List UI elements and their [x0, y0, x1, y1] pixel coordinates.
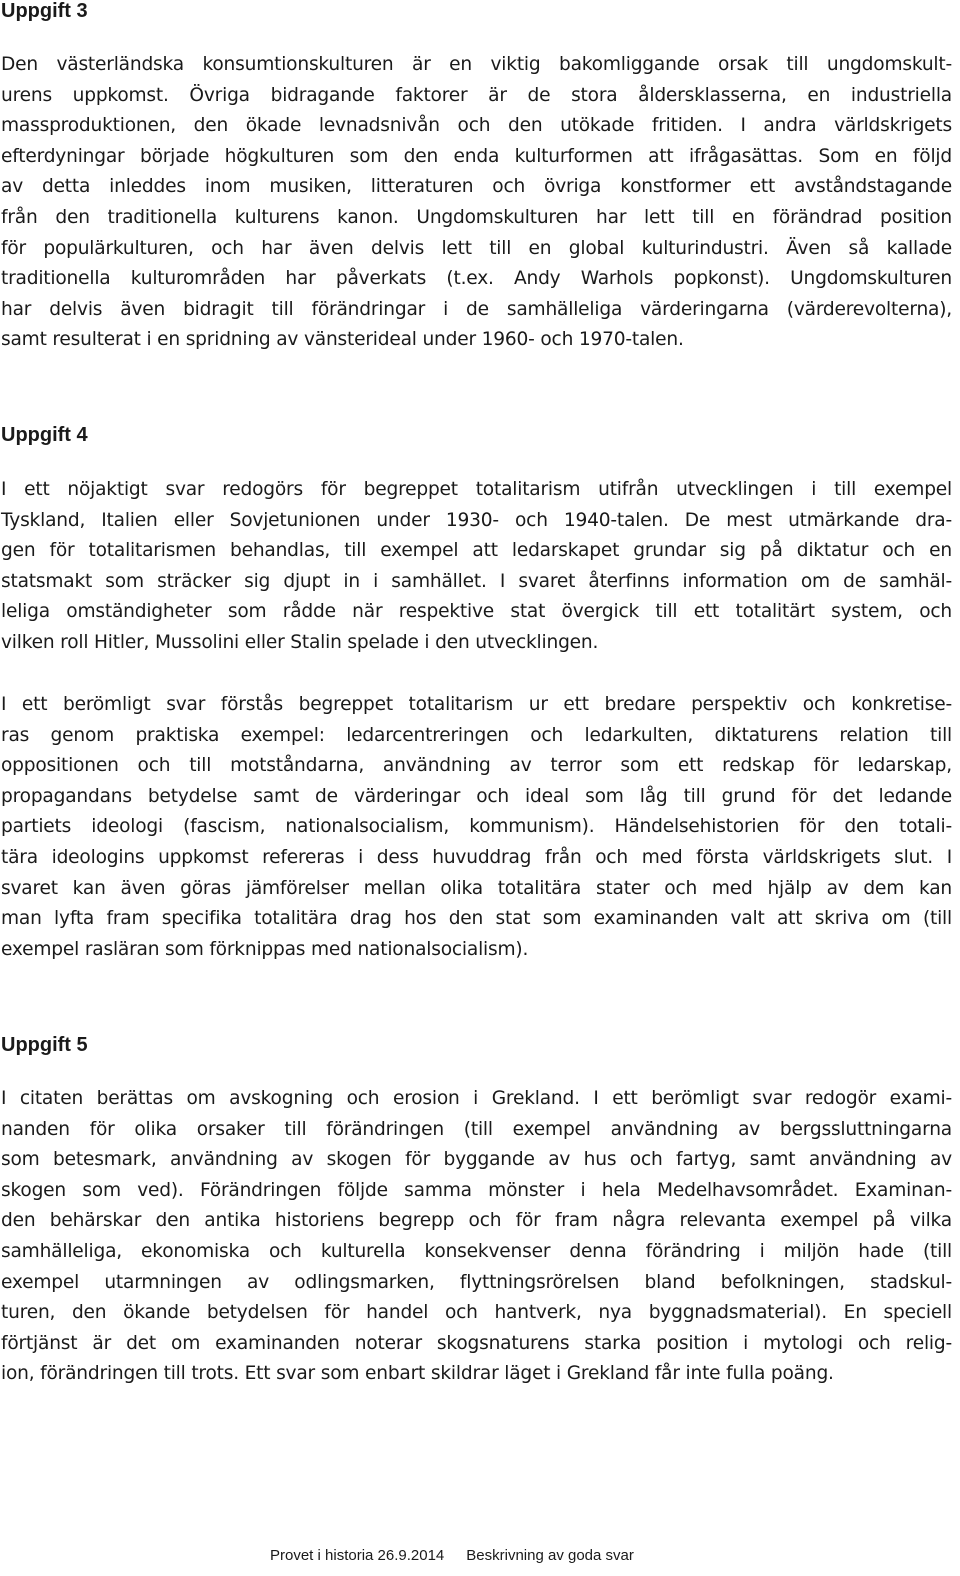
text-line: Tyskland, Italien eller Sovjetunionen under 1930- och 1940-talen. De mest utmärkande dra-: [1, 509, 952, 531]
page-footer: [270, 1546, 634, 1566]
text-line: leliga omständigheter som rådde när respektive stat övergick till ett totalitärt system, och: [1, 601, 952, 623]
text-line: ion, förändringen till trots. Ett svar som enbart skildrar läget i Grekland får inte fulla poäng.: [1, 1363, 834, 1385]
text-line: skogen som ved). Förändringen följde samma mönster i hela Medelhavsområdet. Examinan-: [1, 1179, 952, 1201]
text-line: exempel rasläran som förknippas med nationalsocialism).: [1, 938, 529, 960]
text-line: förtjänst är det om examinanden noterar skogsnaturens starka position i mytologi och relig-: [1, 1332, 952, 1354]
text-line: traditionella kulturområden har påverkats (t.ex. Andy Warhols popkonst). Ungdomskulturen: [1, 268, 952, 290]
text-line: oppositionen och till motståndarna, användning av terror som ett redskap för ledarskap,: [1, 755, 952, 777]
text-line: exempel utarmningen av odlingsmarken, flyttningsrörelsen bland befolkningen, stadskul-: [1, 1271, 952, 1293]
section-heading-uppgift-5: Uppgift 5: [1, 1034, 88, 1056]
text-line: I ett berömligt svar förstås begreppet totalitarism ur ett bredare perspektiv och konkretise-: [1, 694, 952, 715]
text-line: I ett nöjaktigt svar redogörs för begreppet totalitarism utifrån utvecklingen i till exempel: [1, 479, 952, 500]
footer-document-title: Beskrivning av goda svar: [466, 1547, 634, 1564]
text-line: Den västerländska konsumtionskulturen är en viktig bakomliggande orsak till ungdomskult-: [1, 54, 952, 75]
text-line: svaret kan även göras jämförelser mellan olika totalitära stater och med hjälp av dem kan: [1, 877, 952, 899]
paragraph-uppgift-4-excellent: [1, 690, 952, 965]
paragraph-uppgift-4-satisfactory: [1, 475, 952, 659]
text-line: från den traditionella kulturens kanon. Ungdomskulturen har lett till en förändrad position: [1, 206, 952, 228]
section-heading-uppgift-3: Uppgift 3: [1, 0, 88, 22]
text-line: ras genom praktiska exempel: ledarcentreringen och ledarkulten, diktaturens relation till: [1, 724, 952, 746]
text-line: tära ideologins uppkomst refereras i dess huvuddrag från och med första världskrigets slut. I: [1, 846, 952, 868]
text-line: för populärkulturen, och har även delvis lett till en global kulturindustri. Även så kallade: [1, 237, 952, 259]
text-line: I citaten berättas om avskogning och erosion i Grekland. I ett berömligt svar redogör exami-: [1, 1088, 952, 1109]
text-line: den behärskar den antika historiens begrepp och för fram några relevanta exempel på vilka: [1, 1210, 952, 1232]
text-line: massproduktionen, den ökade levnadsnivån och den utökade fritiden. I andra världskrigets: [1, 115, 952, 137]
footer-exam-title: Provet i historia 26.9.2014: [270, 1547, 445, 1564]
text-line: gen för totalitarismen behandlas, till exempel att ledarskapet grundar sig på diktatur och en: [1, 540, 952, 562]
text-line: partiets ideologi (fascism, nationalsocialism, kommunism). Händelsehistorien för den totali-: [1, 816, 952, 838]
text-line: vilken roll Hitler, Mussolini eller Stalin spelade i den utvecklingen.: [1, 631, 599, 653]
text-line: av detta inleddes inom musiken, litteraturen och övriga konstformer ett avståndstagande: [1, 176, 952, 198]
paragraph-uppgift-5: [1, 1084, 952, 1390]
text-line: samhälleliga, ekonomiska och kulturella konsekvenser denna förändring i miljön hade (till: [1, 1240, 952, 1262]
text-line: som betesmark, användning av skogen för byggande av hus och fartyg, samt användning av: [1, 1149, 952, 1171]
text-line: man lyfta fram specifika totalitära drag hos den stat som examinanden valt att skriva om (till: [1, 908, 952, 930]
text-line: propagandans betydelse samt de värderingar och ideal som låg till grund för det ledande: [1, 785, 952, 807]
paragraph-uppgift-3: [1, 50, 952, 356]
text-line: statsmakt som sträcker sig djupt in i samhället. I svaret återfinns information om de samhäl-: [1, 570, 952, 592]
text-line: samt resulterat i en spridning av vänsterideal under 1960- och 1970-talen.: [1, 329, 684, 351]
text-line: har delvis även bidragit till förändringar i de samhälleliga värderingarna (värderevolterna),: [1, 298, 952, 320]
text-line: efterdyningar började högkulturen som den enda kulturformen att ifrågasättas. Som en följd: [1, 145, 952, 167]
text-line: turen, den ökande betydelsen för handel och hantverk, nya byggnadsmaterial). En speciell: [1, 1302, 952, 1324]
text-line: nanden för olika orsaker till förändringen (till exempel användning av bergssluttningarna: [1, 1118, 952, 1140]
section-heading-uppgift-4: Uppgift 4: [1, 424, 88, 446]
text-line: urens uppkomst. Övriga bidragande faktorer är de stora åldersklasserna, en industriella: [1, 84, 952, 106]
